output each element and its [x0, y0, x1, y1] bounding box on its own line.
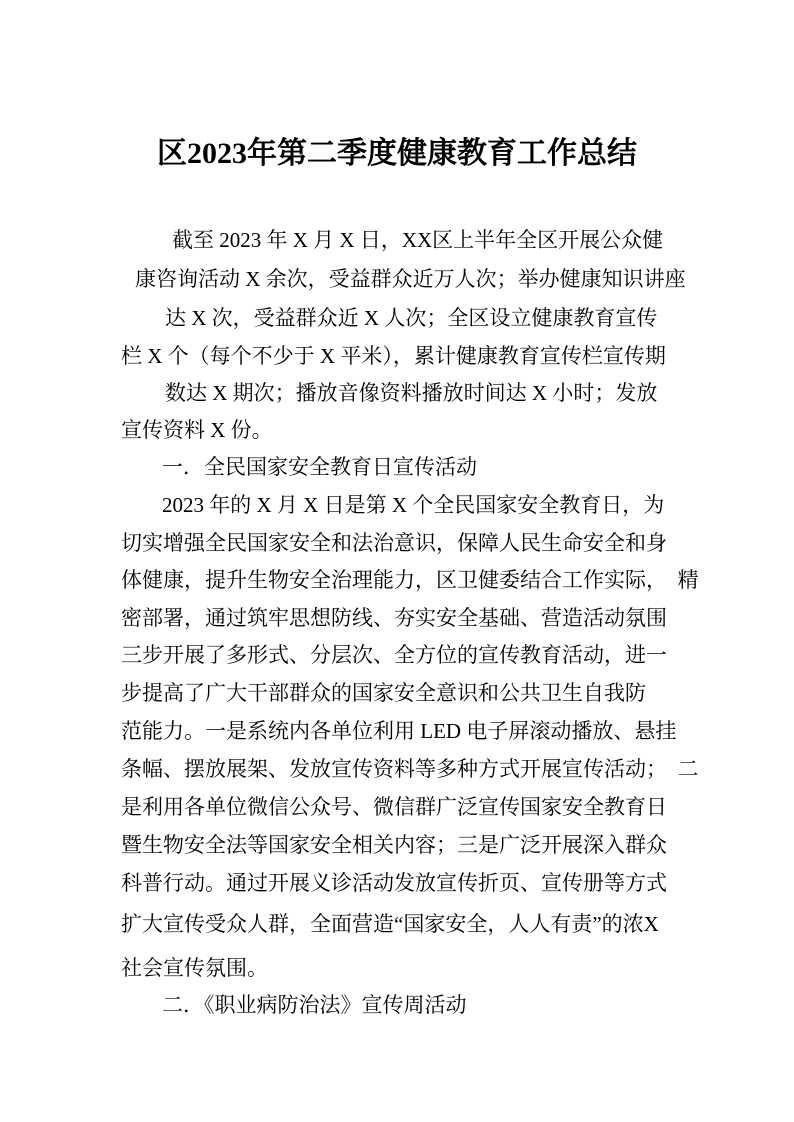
- paragraph-line: 三步开展了多形式、分层次、全方位的宣传教育活动，进一: [121, 643, 667, 667]
- paragraph-line: 体健康，提升生物安全治理能力，区卫健委结合工作实际， 精: [121, 568, 699, 592]
- section-heading: 二．《职业病防治法》宣传周活动: [162, 993, 467, 1017]
- paragraph-line: 栏 X 个（每个不少于 X 平米），累计健康教育宣传栏宣传期: [121, 344, 666, 368]
- paragraph-line: 社会宣传氛围。: [121, 956, 268, 980]
- paragraph-line: 数达 X 期次；播放音像资料播放时间达 X 小时；发放: [165, 381, 658, 405]
- page-title: 区2023年第二季度健康教育工作总结: [157, 137, 637, 170]
- paragraph-line: 密部署，通过筑牢思想防线、夯实安全基础、营造活动氛围: [121, 606, 667, 630]
- paragraph-line: 扩大宣传受众人群，全面营造“国家安全，人人有责”的浓X: [121, 912, 659, 936]
- paragraph-line: 2023 年的 X 月 X 日是第 X 个全民国家安全教育日，为: [162, 493, 665, 517]
- paragraph-line: 条幅、摆放展架、发放宣传资料等多种方式开展宣传活动； 二: [121, 757, 699, 781]
- paragraph-line: 是利用各单位微信公众号、微信群广泛宣传国家安全教育日: [121, 795, 667, 819]
- paragraph-line: 科普行动。通过开展义诊活动发放宣传折页、宣传册等方式: [121, 871, 667, 895]
- paragraph-line: 截至 2023 年 X 月 X 日，XX区上半年全区开展公众健: [172, 228, 664, 252]
- paragraph-line: 康咨询活动 X 余次，受益群众近万人次；举办健康知识讲座: [135, 267, 686, 291]
- paragraph-line: 达 X 次，受益群众近 X 人次；全区设立健康教育宣传: [165, 306, 658, 330]
- paragraph-line: 切实增强全民国家安全和法治意识，保障人民生命安全和身: [121, 531, 667, 555]
- paragraph-line: 步提高了广大干部群众的国家安全意识和公共卫生自我防: [121, 681, 646, 705]
- paragraph-line: 暨生物安全法等国家安全相关内容；三是广泛开展深入群众: [121, 833, 667, 857]
- paragraph-line: 范能力。一是系统内各单位利用 LED 电子屏滚动播放、悬挂: [121, 719, 677, 743]
- section-heading: 一．全民国家安全教育日宣传活动: [162, 455, 477, 479]
- paragraph-line: 宣传资料 X 份。: [121, 418, 273, 442]
